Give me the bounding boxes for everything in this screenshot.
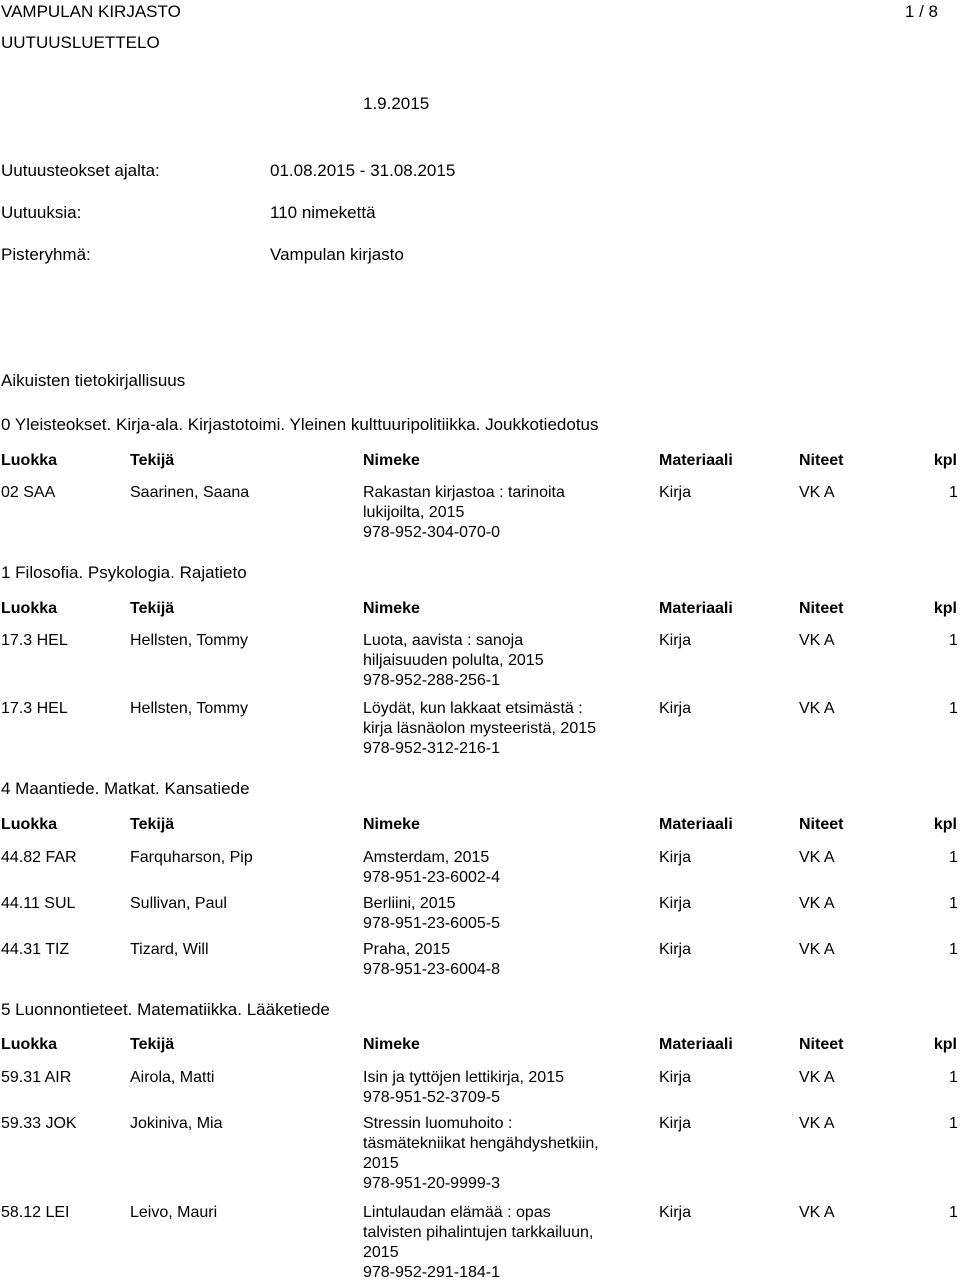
row-niteet: VK A bbox=[799, 849, 835, 866]
nimeke-line: 2015 bbox=[363, 1155, 399, 1172]
row-materiaali: Kirja bbox=[659, 1204, 692, 1221]
column-header-kpl: kpl bbox=[933, 452, 957, 469]
nimeke-line: Rakastan kirjastoa : tarinoita bbox=[363, 484, 565, 501]
nimeke-line: 2015 bbox=[363, 1244, 399, 1261]
row-tekija: Sullivan, Paul bbox=[130, 895, 227, 912]
row-luokka: 59.31 AIR bbox=[1, 1069, 72, 1086]
column-header-luokka: Luokka bbox=[1, 600, 58, 617]
section-title: 0 Yleisteokset. Kirja-ala. Kirjastotoimi. Yleinen kulttuuripolitiikka. Joukkotiedotus bbox=[1, 415, 599, 434]
list-title: UUTUUSLUETTELO bbox=[1, 33, 160, 52]
count-label: Uutuuksia: bbox=[1, 203, 82, 222]
row-luokka: 44.82 FAR bbox=[1, 849, 77, 866]
row-materiaali: Kirja bbox=[659, 849, 692, 866]
column-header-niteet: Niteet bbox=[799, 452, 844, 469]
count-value: 110 nimekettä bbox=[270, 203, 376, 222]
group-value: Vampulan kirjasto bbox=[270, 245, 404, 264]
row-tekija: Leivo, Mauri bbox=[130, 1204, 218, 1221]
group-label: Pisteryhmä: bbox=[1, 245, 91, 264]
row-luokka: 59.33 JOK bbox=[1, 1115, 77, 1132]
row-niteet: VK A bbox=[799, 1115, 835, 1132]
row-materiaali: Kirja bbox=[659, 700, 692, 717]
row-nimeke bbox=[363, 848, 623, 888]
row-materiaali: Kirja bbox=[659, 895, 692, 912]
nimeke-line: Stressin luomuhoito : bbox=[363, 1115, 513, 1132]
row-luokka: 44.31 TIZ bbox=[1, 941, 70, 958]
row-kpl: 1 bbox=[949, 1204, 958, 1221]
nimeke-line: 978-952-288-256-1 bbox=[363, 672, 500, 689]
row-luokka: 02 SAA bbox=[1, 484, 56, 501]
column-header-luokka: Luokka bbox=[1, 1036, 58, 1053]
nimeke-line: 978-951-23-6002-4 bbox=[363, 869, 500, 886]
row-niteet: VK A bbox=[799, 632, 835, 649]
row-niteet: VK A bbox=[799, 700, 835, 717]
row-nimeke bbox=[363, 894, 623, 934]
column-header-materiaali: Materiaali bbox=[659, 816, 733, 833]
row-nimeke bbox=[363, 1114, 623, 1194]
period-value: 01.08.2015 - 31.08.2015 bbox=[270, 161, 456, 180]
nimeke-line: 978-951-52-3709-5 bbox=[363, 1089, 500, 1106]
nimeke-line: 978-952-304-070-0 bbox=[363, 524, 500, 541]
nimeke-line: talvisten pihalintujen tarkkailuun, bbox=[363, 1224, 594, 1241]
column-header-nimeke: Nimeke bbox=[363, 452, 420, 469]
column-header-kpl: kpl bbox=[933, 816, 957, 833]
nimeke-line: Praha, 2015 bbox=[363, 941, 451, 958]
row-nimeke bbox=[363, 1203, 623, 1283]
category-title: Aikuisten tietokirjallisuus bbox=[1, 371, 186, 390]
row-tekija: Saarinen, Saana bbox=[130, 484, 250, 501]
column-header-tekija: Tekijä bbox=[130, 452, 175, 469]
column-header-niteet: Niteet bbox=[799, 816, 844, 833]
column-header-materiaali: Materiaali bbox=[659, 1036, 733, 1053]
row-niteet: VK A bbox=[799, 941, 835, 958]
column-header-nimeke: Nimeke bbox=[363, 816, 420, 833]
row-nimeke bbox=[363, 940, 623, 980]
row-luokka: 58.12 LEI bbox=[1, 1204, 70, 1221]
row-nimeke bbox=[363, 483, 623, 543]
column-header-luokka: Luokka bbox=[1, 816, 58, 833]
row-materiaali: Kirja bbox=[659, 1069, 692, 1086]
nimeke-line: täsmätekniikat hengähdyshetkiin, bbox=[363, 1135, 599, 1152]
nimeke-line: Luota, aavista : sanoja bbox=[363, 632, 524, 649]
row-materiaali: Kirja bbox=[659, 632, 692, 649]
row-tekija: Hellsten, Tommy bbox=[130, 700, 248, 717]
column-header-tekija: Tekijä bbox=[130, 1036, 175, 1053]
nimeke-line: Löydät, kun lakkaat etsimästä : bbox=[363, 700, 583, 717]
nimeke-line: lukijoilta, 2015 bbox=[363, 504, 465, 521]
column-header-niteet: Niteet bbox=[799, 600, 844, 617]
column-header-kpl: kpl bbox=[933, 600, 957, 617]
column-header-nimeke: Nimeke bbox=[363, 1036, 420, 1053]
row-kpl: 1 bbox=[949, 700, 958, 717]
nimeke-line: Berliini, 2015 bbox=[363, 895, 456, 912]
row-tekija: Tizard, Will bbox=[130, 941, 209, 958]
nimeke-line: Amsterdam, 2015 bbox=[363, 849, 490, 866]
row-materiaali: Kirja bbox=[659, 941, 692, 958]
row-luokka: 17.3 HEL bbox=[1, 632, 68, 649]
row-luokka: 17.3 HEL bbox=[1, 700, 68, 717]
nimeke-line: kirja läsnäolon mysteeristä, 2015 bbox=[363, 720, 597, 737]
nimeke-line: 978-951-23-6005-5 bbox=[363, 915, 500, 932]
row-kpl: 1 bbox=[949, 895, 958, 912]
row-nimeke bbox=[363, 631, 623, 691]
row-tekija: Hellsten, Tommy bbox=[130, 632, 248, 649]
column-header-tekija: Tekijä bbox=[130, 600, 175, 617]
page-number: 1 / 8 bbox=[904, 2, 938, 21]
column-header-materiaali: Materiaali bbox=[659, 452, 733, 469]
section-title: 5 Luonnontieteet. Matematiikka. Lääketiede bbox=[1, 1000, 330, 1019]
row-niteet: VK A bbox=[799, 1069, 835, 1086]
library-name: VAMPULAN KIRJASTO bbox=[1, 2, 181, 21]
nimeke-line: 978-951-23-6004-8 bbox=[363, 961, 500, 978]
row-luokka: 44.11 SUL bbox=[1, 895, 76, 912]
column-header-nimeke: Nimeke bbox=[363, 600, 420, 617]
row-nimeke bbox=[363, 1068, 623, 1108]
row-niteet: VK A bbox=[799, 484, 835, 501]
row-kpl: 1 bbox=[949, 1115, 958, 1132]
period-label: Uutuusteokset ajalta: bbox=[1, 161, 160, 180]
row-niteet: VK A bbox=[799, 1204, 835, 1221]
section-title: 4 Maantiede. Matkat. Kansatiede bbox=[1, 779, 250, 798]
row-tekija: Jokiniva, Mia bbox=[130, 1115, 223, 1132]
row-materiaali: Kirja bbox=[659, 484, 692, 501]
column-header-luokka: Luokka bbox=[1, 452, 58, 469]
column-header-kpl: kpl bbox=[933, 1036, 957, 1053]
section-title: 1 Filosofia. Psykologia. Rajatieto bbox=[1, 563, 247, 582]
nimeke-line: 978-952-291-184-1 bbox=[363, 1264, 500, 1281]
nimeke-line: 978-951-20-9999-3 bbox=[363, 1175, 500, 1192]
column-header-tekija: Tekijä bbox=[130, 816, 175, 833]
row-kpl: 1 bbox=[949, 941, 958, 958]
nimeke-line: Lintulaudan elämää : opas bbox=[363, 1204, 551, 1221]
row-tekija: Farquharson, Pip bbox=[130, 849, 253, 866]
row-kpl: 1 bbox=[949, 632, 958, 649]
row-niteet: VK A bbox=[799, 895, 835, 912]
row-materiaali: Kirja bbox=[659, 1115, 692, 1132]
row-kpl: 1 bbox=[949, 1069, 958, 1086]
column-header-niteet: Niteet bbox=[799, 1036, 844, 1053]
row-tekija: Airola, Matti bbox=[130, 1069, 215, 1086]
column-header-materiaali: Materiaali bbox=[659, 600, 733, 617]
nimeke-line: 978-952-312-216-1 bbox=[363, 740, 500, 757]
nimeke-line: Isin ja tyttöjen lettikirja, 2015 bbox=[363, 1069, 564, 1086]
row-nimeke bbox=[363, 699, 623, 759]
row-kpl: 1 bbox=[949, 849, 958, 866]
row-kpl: 1 bbox=[949, 484, 958, 501]
report-date: 1.9.2015 bbox=[363, 94, 430, 113]
nimeke-line: hiljaisuuden polulta, 2015 bbox=[363, 652, 544, 669]
